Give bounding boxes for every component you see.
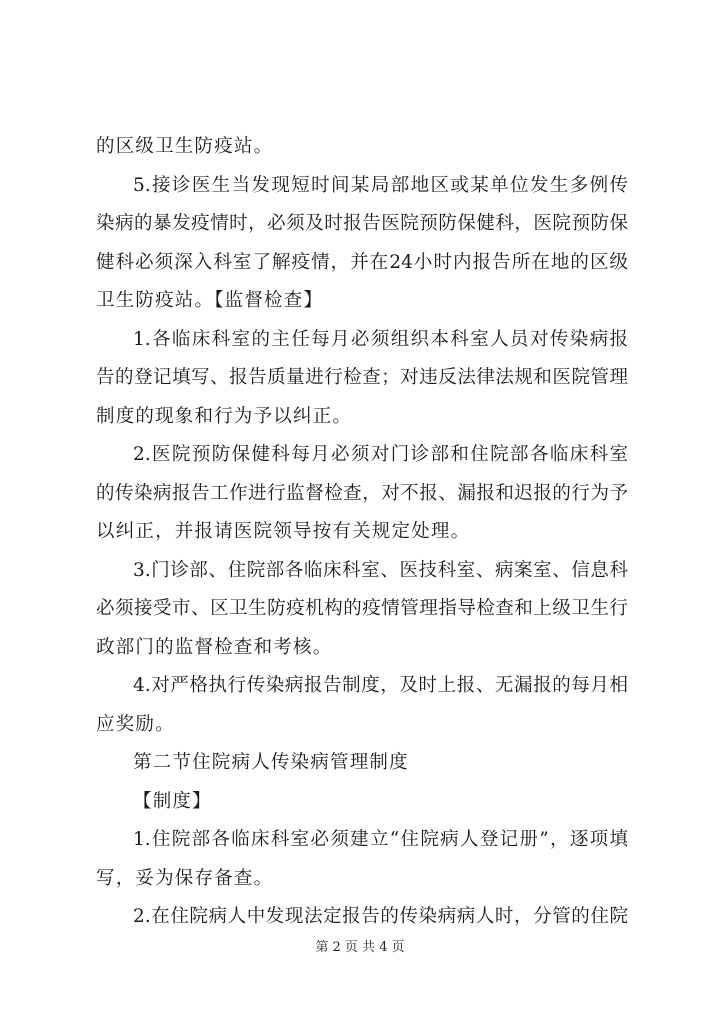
paragraph-line: 2.医院预防保健科每月必须对门诊部和住院部各临床科室 [133,444,628,465]
paragraph-line: 政部门的监督检查和考核。 [96,636,333,658]
paragraph-line: 的区级卫生防疫站。 [96,136,274,157]
paragraph-line: 告的登记填写、报告质量进行检查；对违反法律法规和医院管理 [96,367,628,388]
page-footer [0,936,720,955]
paragraph-line: 3.门诊部、住院部各临床科室、医技科室、病案室、信息科 [133,559,628,581]
paragraph-line: 5.接诊医生当发现短时间某局部地区或某单位发生多例传 [133,174,628,196]
paragraph-line: 必须接受市、区卫生防疫机构的疫情管理指导检查和上级卫生行 [96,598,628,619]
paragraph-line: 制度的现象和行为予以纠正。 [96,405,353,427]
document-body [96,128,628,937]
paragraph-line: 健科必须深入科室了解疫情，并在24小时内报告所在地的区级 [96,251,628,273]
paragraph-line: 1.住院部各临床科室必须建立“住院病人登记册”，逐项填 [133,829,628,850]
paragraph-line: 卫生防疫站。【监督检查】 [96,290,324,311]
paragraph-line: 应奖励。 [96,713,175,735]
paragraph-line: 写，妥为保存备查。 [96,867,274,889]
section-heading: 第二节住院病人传染病管理制度 [133,752,409,773]
paragraph-line: 4.对严格执行传染病报告制度，及时上报、无漏报的每月相 [133,675,628,696]
paragraph-line: 2.在住院病人中发现法定报告的传染病病人时，分管的住院 [133,906,628,927]
paragraph-line: 染病的暴发疫情时，必须及时报告医院预防保健科，医院预防保 [96,213,628,234]
paragraph-line: 的传染病报告工作进行监督检查，对不报、漏报和迟报的行为予 [96,482,628,504]
section-subheading: 【制度】 [133,790,212,812]
paragraph-line: 以纠正，并报请医院领导按有关规定处理。 [96,521,471,542]
page-number: 第 2 页 共 4 页 [315,940,405,955]
paragraph-line: 1.各临床科室的主任每月必须组织本科室人员对传染病报 [133,328,628,350]
